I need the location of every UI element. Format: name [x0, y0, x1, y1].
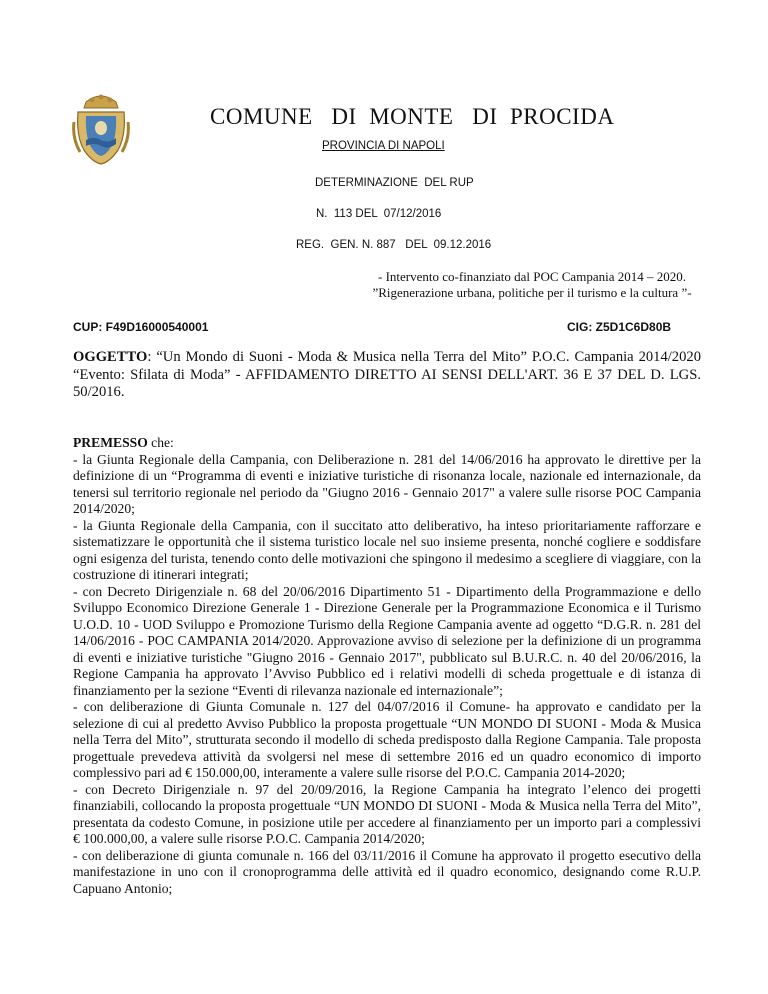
subject-text: : “Un Mondo di Suoni - Moda & Musica nella Terra del Mito” P.O.C. Campania 2014/2020 “Evento: Sfilata di Moda” - AFFIDAMENTO DIRETTO AI SENSI DELL'ART. 36 E 37 DEL D. LGS. 50/2016.: [73, 349, 701, 400]
subject-paragraph: [73, 349, 701, 402]
cig-code: CIG: Z5D1C6D80B: [567, 320, 672, 334]
premise-paragraph: - la Giunta Regionale della Campania, con il succitato atto deliberativo, ha inteso prioritariamente rafforzare e sistematizzare le opportunità che il sistema turistico locale nel suo insieme presenta, nonché cogliere e soddisfare ogni esigenza del turista, tenendo conto delle motivazioni che spingono il medesimo a scegliere di viaggiare, con la costruzione di itinerari integrati;: [73, 517, 701, 582]
funding-note-line1: - Intervento co-finanziato dal POC Campania 2014 – 2020.: [378, 269, 686, 284]
premises-heading: [73, 435, 701, 452]
premises-label: PREMESSO: [73, 435, 148, 450]
general-register: REG. GEN. N. 887 DEL 09.12.2016: [296, 239, 492, 251]
premise-paragraph: - con Decreto Dirigenziale n. 97 del 20/09/2016, la Regione Campania ha integrato l’elenco dei progetti finanziabili, collocando la proposta progettuale “UN MONDO DI SUONI - Moda & Musica nella Terra del Mito”, presentata da codesto Comune, in posizione utile per accedere al finanziamento per un importo pari a complessivi € 100.000,00, a valere sulle risorse P.O.C. Campania 2014/2020;: [73, 781, 701, 846]
cup-code: CUP: F49D16000540001: [73, 320, 209, 334]
premise-paragraph: - con Decreto Dirigenziale n. 68 del 20/06/2016 Dipartimento 51 - Dipartimento della Programmazione e dello Sviluppo Economico Direzione Generale 1 - Direzione Generale per la Programmazione Economica e il Turismo U.O.D. 10 - UOD Sviluppo e Promozione Turismo della Regione Campania avente ad oggetto “D.G.R. n. 281 del 14/06/2016 - POC CAMPANIA 2014/2020. Approvazione avviso di selezione per la definizione di un programma di eventi e iniziative turistiche "Giugno 2016 - Gennaio 2017", pubblicato sul B.U.R.C. n. 40 del 20/06/2016, la Regione Campania ha approvato l’Avviso Pubblico ed i relativi modelli di scheda progettuale e di istanza di finanziamento per la sezione “Eventi di rilevanza nazionale ed internazionale”;: [73, 583, 701, 698]
premise-paragraph: - con deliberazione di Giunta Comunale n. 127 del 04/07/2016 il Comune- ha approvato e candidato per la selezione di cui al predetto Avviso Pubblico la proposta progettuale “UN MONDO DI SUONI - Moda & Musica nella Terra del Mito”, strutturata secondo il modello di scheda predisposto dalla Regione Campania. Tale proposta progettuale prevedeva attività da svolgersi nel mese di settembre 2016 ed un quadro economico di importo complessivo pari ad € 150.000,00, interamente a valere sulle risorse del P.O.C. Campania 2014-2020;: [73, 699, 701, 780]
document-number: N. 113 DEL 07/12/2016: [316, 208, 442, 220]
funding-note: [364, 269, 700, 301]
subject-label: OGGETTO: [73, 349, 148, 365]
premise-paragraph: - con deliberazione di giunta comunale n. 166 del 03/11/2016 il Comune ha approvato il progetto esecutivo della manifestazione in uno con il cronoprogramma delle attività ed il quadro economico, designando come R.U.P. Capuano Antonio;: [73, 847, 701, 896]
province-label: PROVINCIA DI NAPOLI: [322, 140, 445, 152]
funding-note-line2: ”Rigenerazione urbana, politiche per il turismo e la cultura ”-: [372, 285, 692, 300]
premise-paragraph: - la Giunta Regionale della Campania, con Deliberazione n. 281 del 14/06/2016 ha approvato le direttive per la definizione di un “Programma di eventi e iniziative turistiche di risonanza locale, nazionale ed internazionale, da tenersi sul territorio regionale nel periodo da "Giugno 2016 - Gennaio 2017" a valere sulle risorse POC Campania 2014/2020;: [73, 451, 701, 516]
document-type: DETERMINAZIONE DEL RUP: [315, 177, 474, 189]
premises-suffix: che:: [147, 435, 174, 450]
premises-section: [73, 435, 701, 897]
municipal-crest-logo: [72, 92, 130, 166]
municipality-title: COMUNE DI MONTE DI PROCIDA: [210, 104, 615, 129]
